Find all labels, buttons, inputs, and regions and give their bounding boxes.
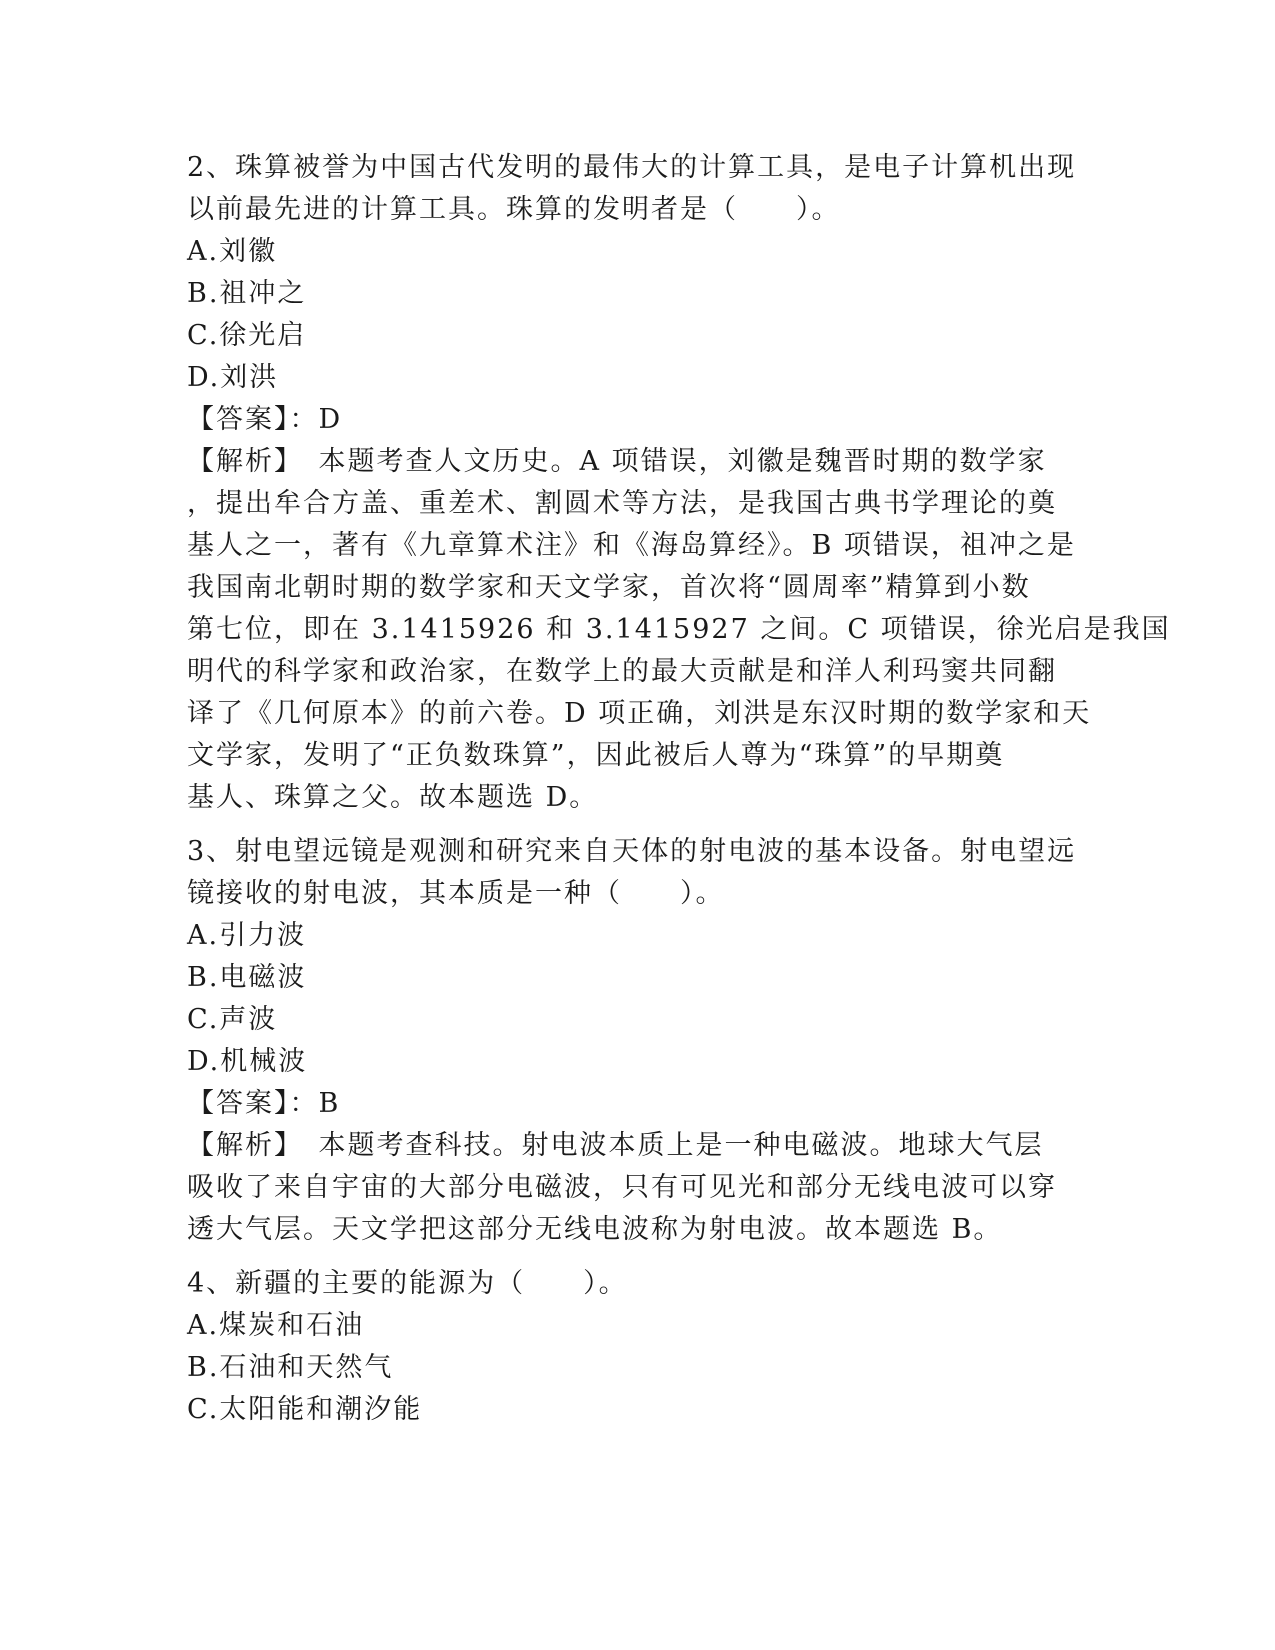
question-stem-line: 以前最先进的计算工具。珠算的发明者是（ ）。 — [187, 194, 841, 225]
option-c: C.声波 — [187, 1004, 278, 1035]
question-stem-line: 2、珠算被誉为中国古代发明的最伟大的计算工具，是电子计算机出现 — [187, 152, 1077, 183]
question-2 — [187, 147, 1171, 819]
answer-line: 【答案】：B — [187, 1088, 341, 1119]
option-c: C.徐光启 — [187, 320, 307, 351]
analysis-line: 译了《几何原本》的前六卷。D 项正确，刘洪是东汉时期的数学家和天 — [187, 698, 1092, 729]
spacer — [187, 1251, 1087, 1263]
analysis-line: 吸收了来自宇宙的大部分电磁波，只有可见光和部分无线电波可以穿 — [187, 1172, 1057, 1203]
option-a: A.煤炭和石油 — [187, 1310, 365, 1341]
option-a: A.刘徽 — [187, 236, 278, 267]
answer-line: 【答案】：D — [187, 404, 343, 435]
question-stem-line: 镜接收的射电波，其本质是一种（ ）。 — [187, 878, 725, 909]
option-b: B.石油和天然气 — [187, 1352, 394, 1383]
option-b: B.祖冲之 — [187, 278, 307, 309]
spacer — [187, 819, 1087, 831]
question-stem-line: 3、射电望远镜是观测和研究来自天体的射电波的基本设备。射电望远 — [187, 836, 1077, 867]
analysis-line: 【解析】 本题考查科技。射电波本质上是一种电磁波。地球大气层 — [187, 1130, 1044, 1161]
analysis-line: ，提出牟合方盖、重差术、割圆术等方法，是我国古典书学理论的奠 — [187, 488, 1057, 519]
analysis-line: 我国南北朝时期的数学家和天文学家，首次将“圆周率”精算到小数 — [187, 572, 1031, 603]
question-3 — [187, 831, 1087, 1251]
document-page — [187, 147, 1171, 1431]
analysis-line: 透大气层。天文学把这部分无线电波称为射电波。故本题选 B。 — [187, 1214, 1003, 1245]
analysis-line: 明代的科学家和政治家，在数学上的最大贡献是和洋人利玛窦共同翻 — [187, 656, 1057, 687]
option-d: D.机械波 — [187, 1046, 308, 1077]
analysis-line: 基人之一，著有《九章算术注》和《海岛算经》。B 项错误，祖冲之是 — [187, 530, 1076, 561]
analysis-line: 文学家，发明了“正负数珠算”，因此被后人尊为“珠算”的早期奠 — [187, 740, 1005, 771]
question-stem-line: 4、新疆的主要的能源为（ ）。 — [187, 1268, 628, 1299]
analysis-line: 【解析】 本题考查人文历史。A 项错误，刘徽是魏晋时期的数学家 — [187, 446, 1047, 477]
analysis-line: 第七位，即在 3.1415926 和 3.1415927 之间。C 项错误，徐光启是我国 — [187, 614, 1171, 645]
question-4 — [187, 1263, 1087, 1431]
option-c: C.太阳能和潮汐能 — [187, 1394, 423, 1425]
option-b: B.电磁波 — [187, 962, 307, 993]
option-a: A.引力波 — [187, 920, 307, 951]
analysis-line: 基人、珠算之父。故本题选 D。 — [187, 782, 599, 813]
option-d: D.刘洪 — [187, 362, 279, 393]
